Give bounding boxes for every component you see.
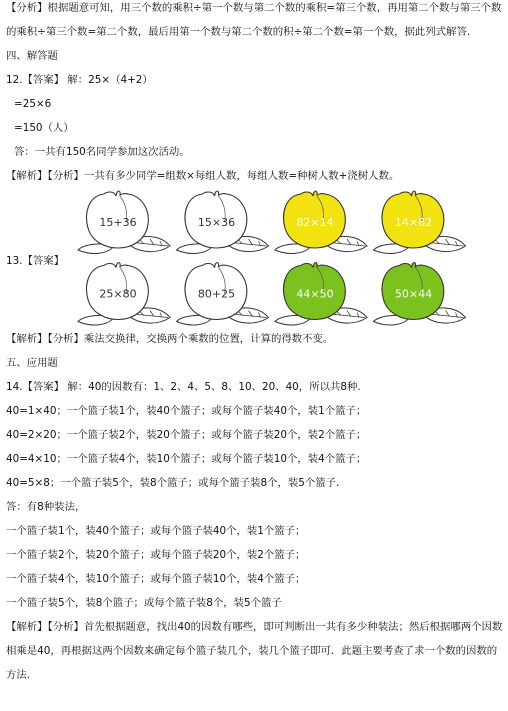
peach-item — [177, 263, 269, 325]
peach-label: 50×44 — [394, 287, 433, 301]
q14-case-2: 40=2×20；一个篮子装2个，装20个篮子；或每个篮子装20个，装2个篮子； — [6, 429, 367, 441]
peach-label: 14×82 — [394, 216, 433, 229]
q14-case-1: 40=1×40；一个篮子装1个，装40个篮子；或每个篮子装40个，装1个篮子； — [6, 405, 367, 417]
peach-label: 15×36 — [197, 216, 236, 229]
peach-figure — [76, 186, 470, 329]
q12-answer: 12.【答案】 解：25×（4+2） — [6, 74, 153, 86]
peach-svg — [76, 186, 470, 329]
document-page — [6, 0, 504, 188]
q12-analysis: 【解析】【分析】一共有多少同学=组数×每组人数，每组人数=种树人数+浇树人数。 — [6, 170, 400, 182]
peach-label: 82×14 — [296, 216, 334, 229]
q12-step-1: =25×6 — [14, 98, 52, 110]
q13-label: 13.【答案】 — [6, 255, 65, 267]
q13-analysis: 【解析】【分析】乘法交换律，交换两个乘数的位置，计算的得数不变。 — [6, 333, 334, 345]
peach-label: 44×50 — [296, 287, 334, 301]
peach-item — [78, 263, 170, 325]
peach-label: 15+36 — [99, 216, 137, 229]
peach-label: 25×80 — [99, 287, 137, 301]
section-heading-5: 五、应用题 — [6, 357, 58, 369]
peach-item — [374, 263, 466, 325]
q14-way-4: 一个篮子装5个，装8个篮子；或每个篮子装8个，装5个篮子 — [6, 597, 282, 609]
q14-way-1: 一个篮子装1个，装40个篮子；或每个篮子装40个，装1个篮子； — [6, 525, 306, 537]
q12-step-2: =150（人） — [14, 122, 74, 134]
q14-analysis: 【解析】【分析】首先根据题意，找出40的因数有哪些，即可判断出一共有多少种装法；然后根据哪两个因数相乘是40，再根据这两个因数来确定每个篮子装几个，装几个篮子即可．此题主要考查了求一个数的因数的方法. — [6, 621, 503, 681]
q14-case-4: 40=5×8；一个篮子装5个，装8个篮子；或每个篮子装8个，装5个篮子. — [6, 477, 340, 489]
section-heading-4: 四、解答题 — [6, 50, 58, 62]
peach-item — [374, 191, 466, 253]
document-lower — [6, 327, 504, 687]
peach-item — [275, 191, 367, 253]
peach-item — [177, 191, 269, 253]
analysis-paragraph: 【分析】根据题意可知，用三个数的乘积÷第一个数与第二个数的乘积=第三个数，再用第二个数与第三个数的乘积÷第三个数=第二个数，最后用第一个数与第二个数的积÷第二个数=第一个数，据此列式解答. — [6, 2, 502, 38]
q14-conclusion: 答：有8种装法， — [6, 501, 86, 513]
q14-way-3: 一个篮子装4个，装10个篮子；或每个篮子装10个，装4个篮子； — [6, 573, 306, 585]
q14-way-2: 一个篮子装2个，装20个篮子；或每个篮子装20个，装2个篮子； — [6, 549, 306, 561]
q14-answer: 14.【答案】 解：40的因数有：1、2、4、5、8、10、20、40，所以共8种. — [6, 381, 361, 393]
peach-item — [275, 263, 367, 325]
peach-item — [78, 191, 170, 253]
q12-conclusion: 答：一共有150名同学参加这次活动。 — [14, 146, 190, 158]
q14-case-3: 40=4×10；一个篮子装4个，装10个篮子；或每个篮子装10个，装4个篮子； — [6, 453, 367, 465]
peach-label: 80+25 — [197, 287, 236, 301]
